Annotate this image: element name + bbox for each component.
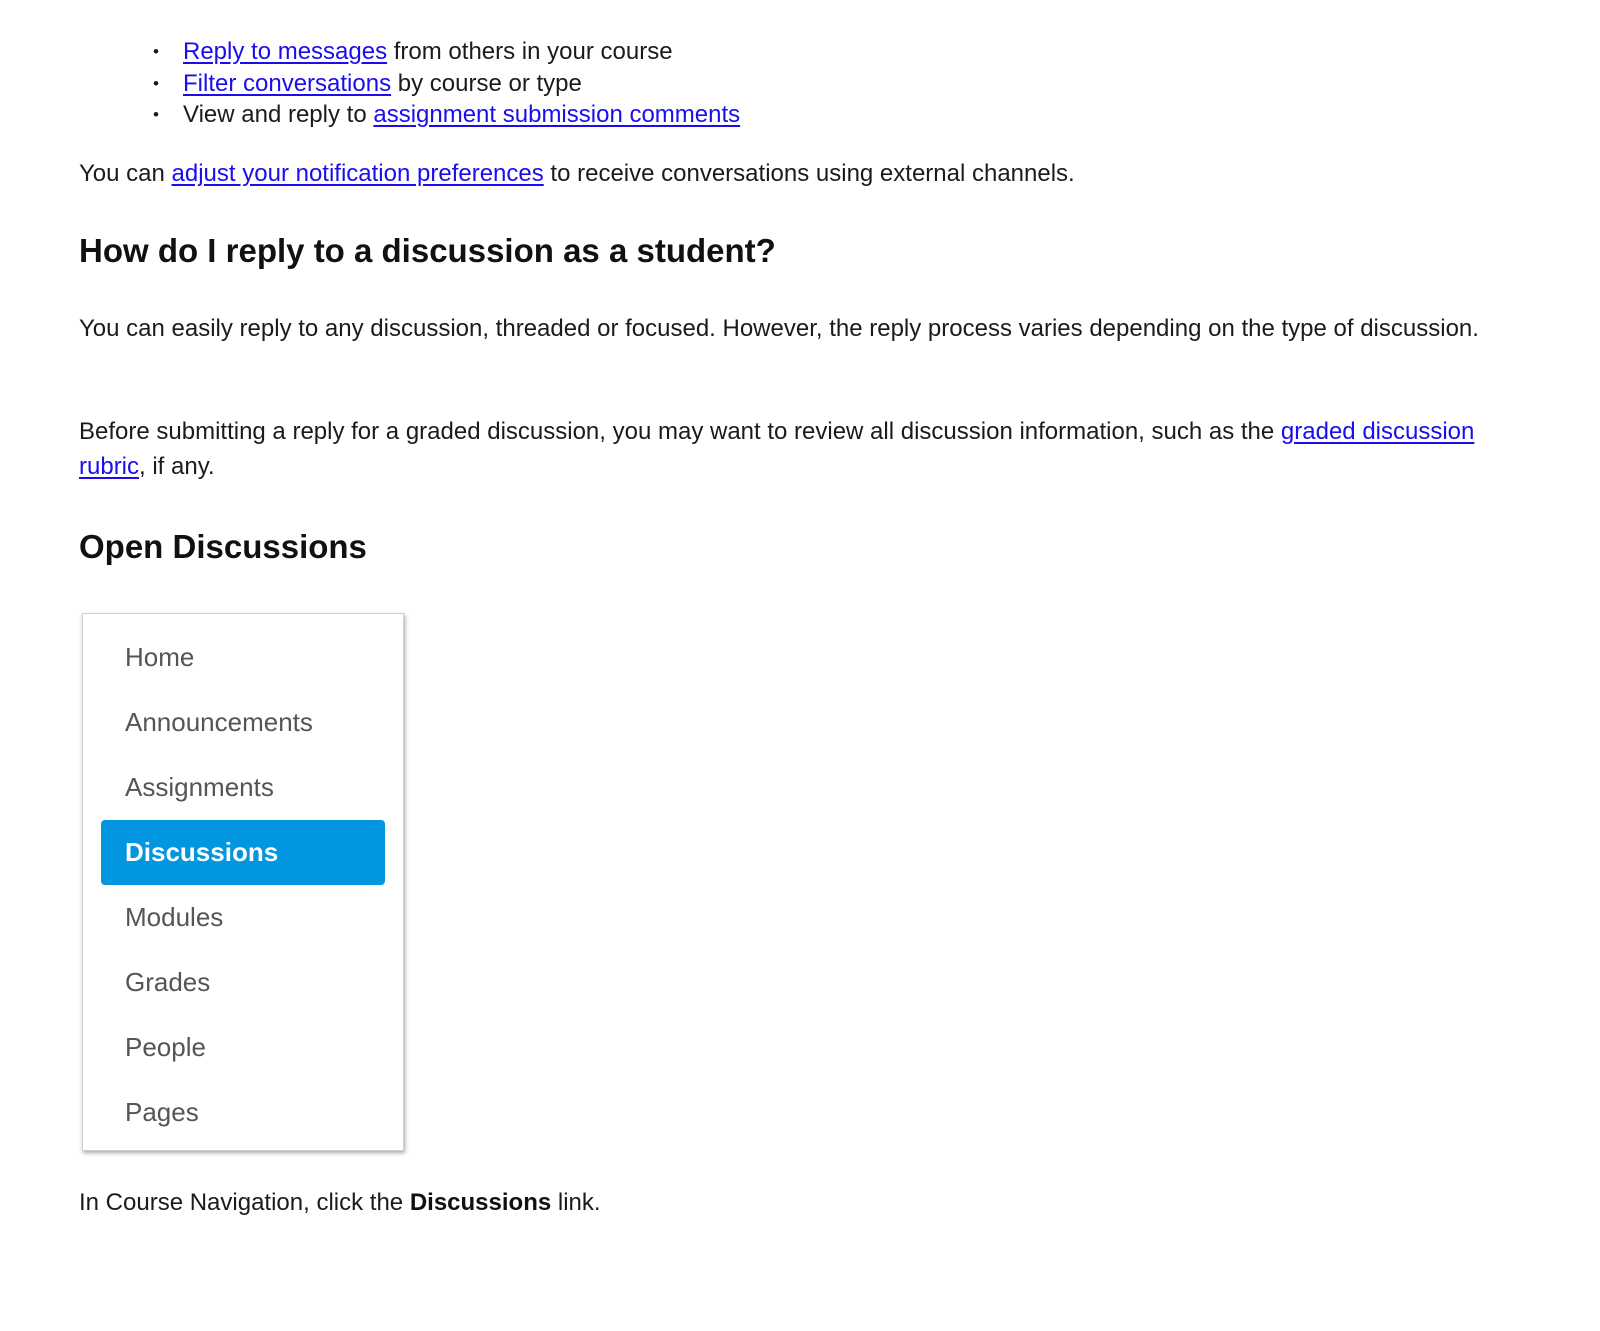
nav-item-modules[interactable]: Modules — [125, 902, 224, 932]
list-item-text: by course or type — [391, 69, 582, 97]
paragraph-text: You can — [79, 160, 172, 187]
notification-preferences-link[interactable]: adjust your notification preferences — [171, 160, 544, 187]
course-navigation-screenshot — [82, 613, 404, 1151]
reply-to-messages-link[interactable]: Reply to messages — [183, 38, 388, 65]
nav-item-grades[interactable]: Grades — [125, 967, 211, 997]
graded-paragraph — [79, 414, 1539, 484]
caption-bold-text: Discussions — [409, 1189, 552, 1216]
nav-item-assignments[interactable]: Assignments — [125, 772, 274, 802]
list-item — [153, 68, 1353, 100]
paragraph-text: to receive conversations using external channels. — [543, 160, 1075, 187]
paragraph-text: Before submitting a reply for a graded discussion, you may want to review all discussion information, such as the — [79, 418, 1281, 445]
list-item-text: View and reply to — [183, 101, 374, 128]
nav-item-pages[interactable]: Pages — [125, 1097, 199, 1127]
assignment-submission-comments-link[interactable]: assignment submission comments — [373, 101, 741, 128]
heading-open-discussions: Open Discussions — [79, 528, 367, 565]
caption-text: In Course Navigation, click the — [79, 1189, 410, 1216]
nav-item-home[interactable]: Home — [125, 642, 195, 672]
list-item — [153, 36, 1353, 68]
list-item — [153, 99, 1353, 131]
filter-conversations-link[interactable]: Filter conversations — [183, 69, 392, 97]
heading-reply-discussion: How do I reply to a discussion as a student? — [79, 232, 776, 269]
feature-list — [153, 36, 1353, 131]
list-item-text: from others in your course — [387, 38, 673, 65]
nav-item-announcements[interactable]: Announcements — [125, 707, 313, 737]
caption-text: link. — [551, 1189, 601, 1216]
screenshot-caption — [79, 1185, 1539, 1220]
nav-item-discussions[interactable]: Discussions — [101, 820, 385, 885]
reply-paragraph: You can easily reply to any discussion, threaded or focused. However, the reply process varies depending on the type of discussion. — [79, 315, 1479, 342]
notification-paragraph — [79, 156, 1539, 191]
graded-discussion-rubric-link[interactable]: graded discussion rubric — [79, 418, 1475, 480]
nav-item-people[interactable]: People — [125, 1032, 206, 1062]
paragraph-text: , if any. — [139, 453, 215, 480]
